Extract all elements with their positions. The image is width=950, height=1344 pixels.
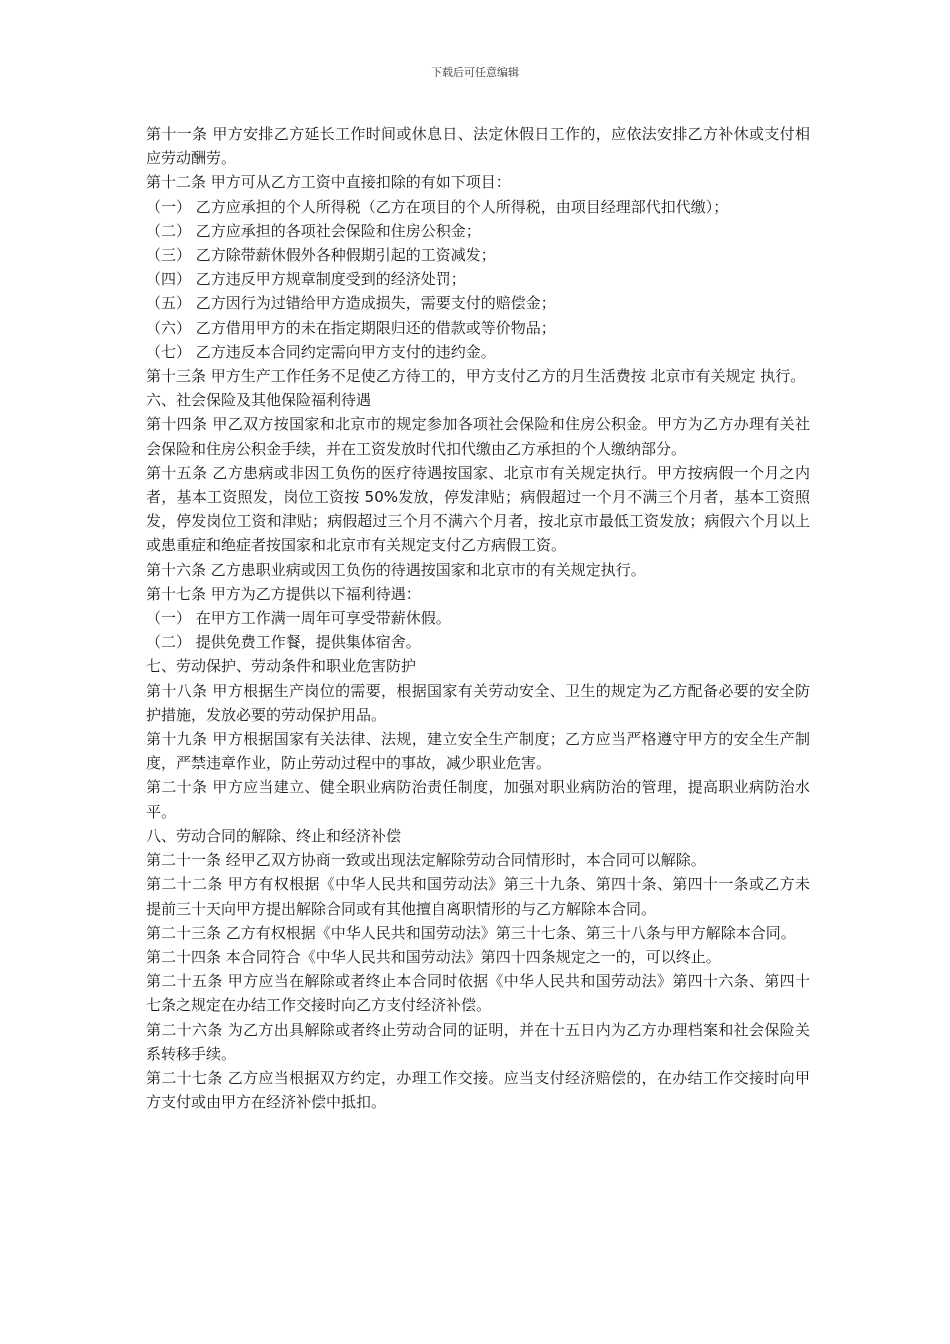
paragraph: 第十五条 乙方患病或非因工负伤的医疗待遇按国家、北京市有关规定执行。甲方按病假一个月之内者，基本工资照发，岗位工资按 50%发放，停发津贴；病假超过一个月不满三个月者，基本工资照发，停发岗位工资和津贴；病假超过三个月不满六个月者，按北京市最低工资发放；病假六个月以上或患重症和绝症者按国家和北京市有关规定支付乙方病假工资。: [146, 463, 810, 555]
paragraph: 第二十二条 甲方有权根据《中华人民共和国劳动法》第三十九条、第四十条、第四十一条或乙方未提前三十天向甲方提出解除合同或有其他擅自离职情形的与乙方解除本合同。: [146, 875, 810, 918]
list-item: （一） 乙方应承担的个人所得税（乙方在项目的个人所得税，由项目经理部代扣代缴）；: [146, 197, 729, 216]
list-item: （六） 乙方借用甲方的未在指定期限归还的借款或等价物品；: [146, 318, 556, 337]
paragraph: 第十二条 甲方可从乙方工资中直接扣除的有如下项目：: [146, 173, 511, 192]
list-item: （五） 乙方因行为过错给甲方造成损失，需要支付的赔偿金；: [146, 294, 556, 313]
section-heading: 七、劳动保护、劳动条件和职业危害防护: [146, 657, 417, 676]
list-item: （三） 乙方除带薪休假外各种假期引起的工资减发；: [146, 246, 496, 265]
paragraph: 第二十三条 乙方有权根据《中华人民共和国劳动法》第三十七条、第三十八条与甲方解除本合同。: [146, 923, 796, 942]
page-header-note: 下载后可任意编辑: [431, 66, 519, 79]
list-item: （一） 在甲方工作满一周年可享受带薪休假。: [146, 609, 451, 628]
paragraph: 第二十条 甲方应当建立、健全职业病防治责任制度，加强对职业病防治的管理，提高职业病防治水平。: [146, 778, 810, 821]
document-body: [146, 122, 810, 1114]
list-item: （四） 乙方违反甲方规章制度受到的经济处罚；: [146, 270, 466, 289]
paragraph: 第二十四条 本合同符合《中华人民共和国劳动法》第四十四条规定之一的，可以终止。: [146, 947, 721, 966]
list-item: （二） 提供免费工作餐，提供集体宿舍。: [146, 633, 421, 652]
paragraph: 第十三条 甲方生产工作任务不足使乙方待工的，甲方支付乙方的月生活费按 北京市有关规定 执行。: [146, 367, 806, 386]
paragraph: 第二十五条 甲方应当在解除或者终止本合同时依据《中华人民共和国劳动法》第四十六条、第四十七条之规定在办结工作交接时向乙方支付经济补偿。: [146, 972, 810, 1015]
section-heading: 八、劳动合同的解除、终止和经济补偿: [146, 826, 402, 845]
list-item: （七） 乙方违反本合同约定需向甲方支付的违约金。: [146, 342, 496, 361]
paragraph: 第十一条 甲方安排乙方延长工作时间或休息日、法定休假日工作的，应依法安排乙方补休或支付相应劳动酬劳。: [146, 125, 810, 168]
paragraph: 第十八条 甲方根据生产岗位的需要，根据国家有关劳动安全、卫生的规定为乙方配备必要的安全防护措施，发放必要的劳动保护用品。: [146, 681, 810, 724]
paragraph: 第十四条 甲乙双方按国家和北京市的规定参加各项社会保险和住房公积金。甲方为乙方办理有关社会保险和住房公积金手续，并在工资发放时代扣代缴由乙方承担的个人缴纳部分。: [146, 415, 810, 458]
paragraph: 第十六条 乙方患职业病或因工负伤的待遇按国家和北京市的有关规定执行。: [146, 560, 646, 579]
paragraph: 第二十一条 经甲乙双方协商一致或出现法定解除劳动合同情形时，本合同可以解除。: [146, 851, 706, 870]
paragraph: 第十九条 甲方根据国家有关法律、法规，建立安全生产制度；乙方应当严格遵守甲方的安全生产制度，严禁违章作业，防止劳动过程中的事故，减少职业危害。: [146, 730, 810, 773]
paragraph: 第二十六条 为乙方出具解除或者终止劳动合同的证明，并在十五日内为乙方办理档案和社会保险关系转移手续。: [146, 1020, 810, 1063]
paragraph: 第二十七条 乙方应当根据双方约定，办理工作交接。应当支付经济赔偿的，在办结工作交接时向甲方支付或由甲方在经济补偿中抵扣。: [146, 1068, 810, 1112]
section-heading: 六、社会保险及其他保险福利待遇: [146, 391, 372, 410]
paragraph: 第十七条 甲方为乙方提供以下福利待遇：: [146, 584, 421, 603]
list-item: （二） 乙方应承担的各项社会保险和住房公积金；: [146, 221, 481, 240]
